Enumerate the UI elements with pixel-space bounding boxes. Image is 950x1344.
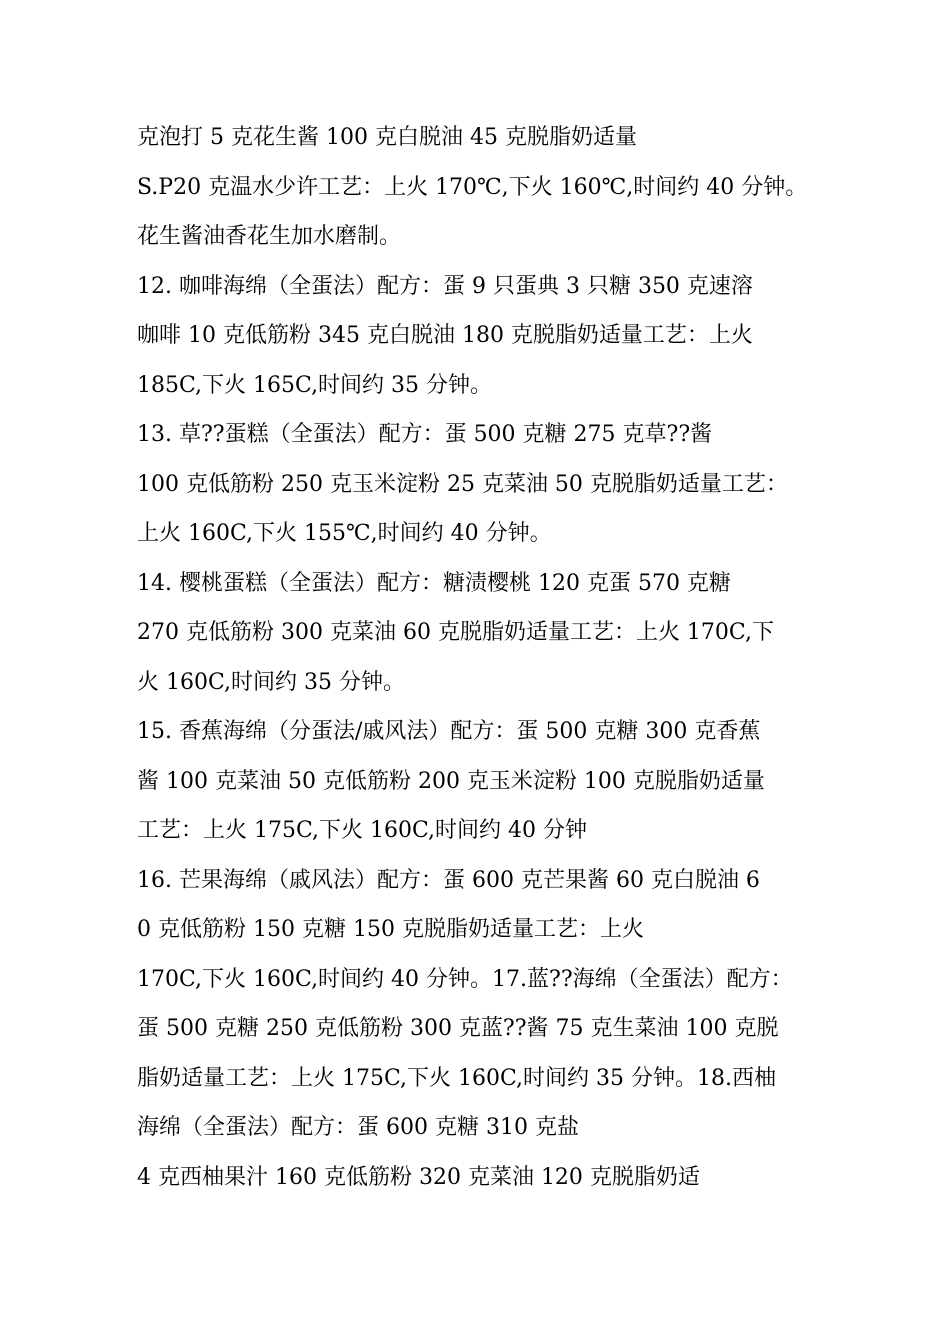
text-line: 16. 芒果海绵（戚风法）配方：蛋 600 克芒果酱 60 克白脱油 6	[137, 867, 760, 893]
text-line: 0 克低筋粉 150 克糖 150 克脱脂奶适量工艺：上火	[137, 917, 644, 942]
text-line: 海绵（全蛋法）配方：蛋 600 克糖 310 克盐	[137, 1115, 579, 1140]
text-line: 脂奶适量工艺：上火 175C,下火 160C,时间约 35 分钟。18.西柚	[137, 1065, 777, 1091]
text-line: 170C,下火 160C,时间约 40 分钟。17.蓝??海绵（全蛋法）配方：	[137, 966, 793, 992]
text-line: 蛋 500 克糖 250 克低筋粉 300 克蓝??酱 75 克生菜油 100 克脱	[137, 1016, 779, 1041]
text-line: 185C,下火 165C,时间约 35 分钟。	[137, 372, 493, 398]
text-line: 上火 160C,下火 155℃,时间约 40 分钟。	[137, 521, 552, 546]
text-line: S.P20 克温水少许工艺：上火 170℃,下火 160℃,时间约 40 分钟。	[137, 174, 808, 200]
text-line: 花生酱油香花生加水磨制。	[137, 224, 402, 249]
text-line: 15. 香蕉海绵（分蛋法/戚风法）配方：蛋 500 克糖 300 克香蕉	[137, 719, 761, 744]
text-line: 13. 草??蛋糕（全蛋法）配方：蛋 500 克糖 275 克草??酱	[137, 422, 713, 447]
text-line: 12. 咖啡海绵（全蛋法）配方：蛋 9 只蛋典 3 只糖 350 克速溶	[137, 273, 753, 299]
text-line: 270 克低筋粉 300 克菜油 60 克脱脂奶适量工艺：上火 170C,下	[137, 620, 774, 645]
text-line: 4 克西柚果汁 160 克低筋粉 320 克菜油 120 克脱脂奶适	[137, 1164, 700, 1190]
text-line: 14. 樱桃蛋糕（全蛋法）配方：糖渍樱桃 120 克蛋 570 克糖	[137, 570, 731, 596]
text-line: 酱 100 克菜油 50 克低筋粉 200 克玉米淀粉 100 克脱脂奶适量	[137, 768, 765, 794]
text-line: 咖啡 10 克低筋粉 345 克白脱油 180 克脱脂奶适量工艺：上火	[137, 323, 753, 348]
text-line: 100 克低筋粉 250 克玉米淀粉 25 克菜油 50 克脱脂奶适量工艺：	[137, 471, 788, 497]
text-line: 火 160C,时间约 35 分钟。	[137, 669, 406, 695]
text-line: 克泡打 5 克花生酱 100 克白脱油 45 克脱脂奶适量	[137, 125, 637, 150]
text-line: 工艺：上火 175C,下火 160C,时间约 40 分钟	[137, 818, 588, 843]
recipe-text-block	[137, 113, 917, 1202]
